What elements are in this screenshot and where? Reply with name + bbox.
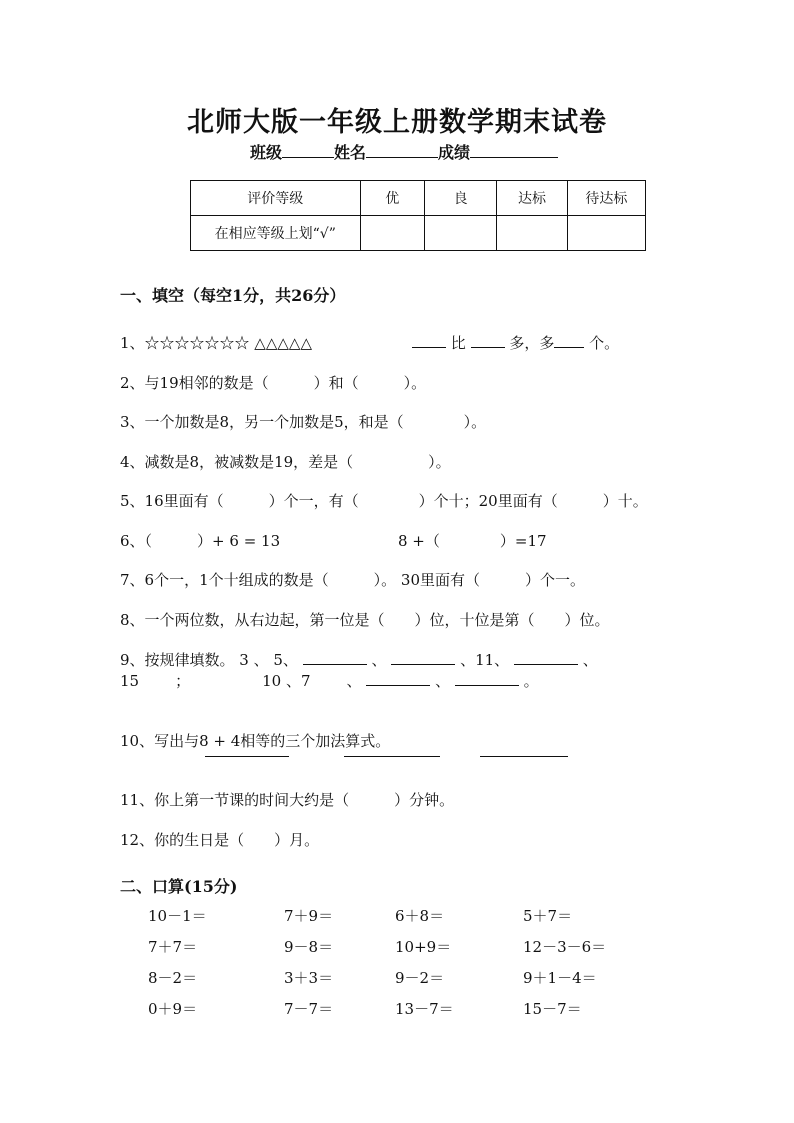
calc-item: 7－7＝ bbox=[284, 1000, 334, 1018]
eval-header-good: 良 bbox=[424, 181, 496, 216]
question-1 bbox=[120, 332, 619, 353]
q9-sep: 、 bbox=[582, 651, 598, 669]
class-label: 班级 bbox=[250, 143, 283, 162]
page-title: 北师大版一年级上册数学期末试卷 bbox=[187, 107, 607, 138]
question-11: 11、你上第一节课的时间大约是（ ）分钟。 bbox=[120, 791, 455, 809]
q9-blank-1[interactable] bbox=[303, 652, 367, 665]
calc-item: 15－7＝ bbox=[523, 1000, 582, 1018]
student-info bbox=[250, 140, 558, 163]
question-6a: 6、（ ）+ 6 = 13 bbox=[120, 532, 281, 550]
eval-header-level: 评价等级 bbox=[191, 181, 361, 216]
q1-blank-1[interactable] bbox=[412, 335, 446, 348]
calc-item: 9＋1－4＝ bbox=[523, 969, 597, 987]
question-3: 3、一个加数是8，另一个加数是5，和是（ ）。 bbox=[120, 413, 487, 431]
q1-duo: 多，多 bbox=[509, 334, 555, 352]
calc-item: 0＋9＝ bbox=[148, 1000, 198, 1018]
eval-cell-excellent[interactable] bbox=[360, 216, 424, 251]
calc-item: 10+9＝ bbox=[395, 938, 452, 956]
q1-bi: 比 bbox=[450, 334, 466, 352]
q9-end: 。 bbox=[523, 672, 539, 690]
q9-prefix: 9、按规律填数。 3 、 5、 bbox=[120, 651, 298, 669]
eval-mark-row bbox=[191, 216, 646, 251]
question-12: 12、你的生日是（ ）月。 bbox=[120, 831, 320, 849]
q9-blank-4[interactable] bbox=[366, 673, 430, 686]
calc-item: 8－2＝ bbox=[148, 969, 198, 987]
calc-item: 7＋9＝ bbox=[284, 907, 334, 925]
question-9-line2 bbox=[120, 670, 539, 691]
calc-item: 5＋7＝ bbox=[523, 907, 573, 925]
q1-blank-3[interactable] bbox=[554, 335, 584, 348]
calc-item: 9－2＝ bbox=[395, 969, 445, 987]
q9-sep: 、11、 bbox=[460, 651, 510, 669]
name-label: 姓名 bbox=[334, 143, 367, 162]
eval-header-needs-work: 待达标 bbox=[567, 181, 645, 216]
eval-header-row bbox=[191, 181, 646, 216]
q10-answer-1[interactable] bbox=[205, 756, 289, 757]
q1-prefix: 1、☆☆☆☆☆☆☆ △△△△△ bbox=[120, 334, 312, 352]
question-7: 7、6个一，1个十组成的数是（ ）。 30里面有（ ）个一。 bbox=[120, 571, 585, 589]
calc-item: 9－8＝ bbox=[284, 938, 334, 956]
question-10: 10、写出与8 + 4相等的三个加法算式。 bbox=[120, 732, 391, 750]
question-4: 4、减数是8，被减数是19，差是（ ）。 bbox=[120, 453, 451, 471]
eval-header-pass: 达标 bbox=[497, 181, 567, 216]
calc-item: 12－3－6＝ bbox=[523, 938, 607, 956]
eval-cell-good[interactable] bbox=[424, 216, 496, 251]
q9-sep: 、 bbox=[371, 651, 387, 669]
name-field[interactable] bbox=[366, 143, 438, 158]
question-8: 8、一个两位数，从右边起，第一位是（ ）位，十位是第（ ）位。 bbox=[120, 611, 610, 629]
q9-blank-5[interactable] bbox=[455, 673, 519, 686]
question-9-line1 bbox=[120, 649, 598, 670]
calc-item: 10－1＝ bbox=[148, 907, 207, 925]
evaluation-table bbox=[190, 180, 646, 251]
q9-blank-3[interactable] bbox=[514, 652, 578, 665]
q9-start-15: 15 bbox=[120, 672, 140, 690]
q9-sep: 、 bbox=[346, 672, 362, 690]
q10-answer-2[interactable] bbox=[344, 756, 440, 757]
q9-start-10-7: 10 、7 bbox=[262, 672, 311, 690]
calc-item: 6＋8＝ bbox=[395, 907, 445, 925]
q1-ge: 个。 bbox=[589, 334, 620, 352]
q10-answer-3[interactable] bbox=[480, 756, 568, 757]
q1-blank-2[interactable] bbox=[471, 335, 505, 348]
calc-item: 7＋7＝ bbox=[148, 938, 198, 956]
q9-semicolon: ； bbox=[175, 672, 191, 690]
section2-heading: 二、口算(15分) bbox=[120, 877, 238, 896]
score-field[interactable] bbox=[470, 143, 558, 158]
calc-item: 3＋3＝ bbox=[284, 969, 334, 987]
calc-item: 13－7＝ bbox=[395, 1000, 454, 1018]
question-2: 2、与19相邻的数是（ ）和（ ）。 bbox=[120, 374, 427, 392]
q9-blank-2[interactable] bbox=[391, 652, 455, 665]
eval-cell-needs-work[interactable] bbox=[567, 216, 645, 251]
class-field[interactable] bbox=[282, 143, 334, 158]
eval-row-label: 在相应等级上划“√” bbox=[191, 216, 361, 251]
question-5: 5、16里面有（ ）个一，有（ ）个十；20里面有（ ）十。 bbox=[120, 492, 648, 510]
section1-heading: 一、填空（每空1分，共26分） bbox=[120, 286, 346, 305]
score-label: 成绩 bbox=[438, 143, 471, 162]
eval-header-excellent: 优 bbox=[360, 181, 424, 216]
q9-sep: 、 bbox=[435, 672, 451, 690]
question-6b: 8 +（ ）=17 bbox=[398, 532, 547, 550]
eval-cell-pass[interactable] bbox=[497, 216, 567, 251]
